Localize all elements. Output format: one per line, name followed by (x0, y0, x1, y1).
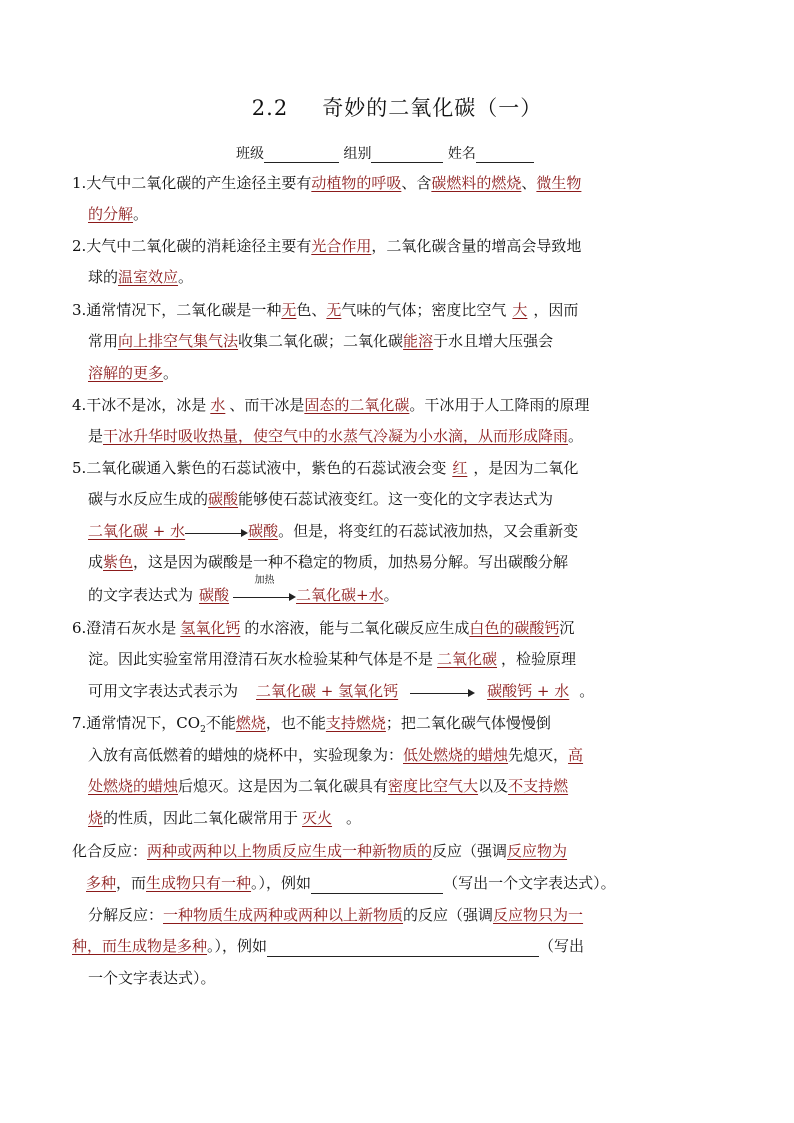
reaction-arrow-icon (185, 521, 248, 543)
q3-answer-3: 大 (512, 301, 528, 319)
q6-line-3 (88, 680, 594, 703)
q1-line-2 (88, 203, 148, 225)
name-label: 姓名 (447, 146, 476, 162)
title-text: 奇妙的二氧化碳（一） (322, 96, 543, 120)
q7-text: 以及 (478, 777, 509, 795)
class-blank[interactable] (264, 148, 339, 163)
q7-subscript: 2 (200, 725, 206, 735)
q5-line-5 (88, 575, 399, 607)
q7-answer-7: 灭火 (302, 809, 333, 827)
q2-text: 。 (178, 268, 194, 286)
q7-text: 7.通常情况下，CO (72, 714, 201, 732)
q5-text: 碳与水反应生成的 (88, 490, 209, 508)
q4-line-1 (72, 394, 589, 416)
q5-text: 能够使石蕊试液变红。这一变化的文字表达式为 (238, 490, 554, 508)
q3-answer-6: 溶解的更多 (88, 364, 164, 382)
combination-emphasis-2: 生成物只有一种 (146, 874, 252, 892)
q6-text: ，检验原理 (501, 650, 577, 668)
q3-text: 常用 (88, 332, 119, 350)
q3-text: 色、 (296, 301, 327, 319)
q6-text: 淀。因此实验室常用澄清石灰水检验某种气体是不是 (88, 650, 434, 668)
decomposition-text: 。），例如 (207, 937, 268, 955)
reaction-arrow-icon (410, 681, 475, 703)
q6-answer-1: 氢氧化钙 (180, 619, 241, 637)
q5-text: 。 (383, 586, 399, 604)
q7-text: 先熄灭， (508, 746, 569, 764)
q7-answer-6b: 烧 (88, 809, 104, 827)
q4-answer-1: 水 (210, 396, 226, 414)
q5-answer-2: 碳酸 (208, 490, 239, 508)
q4-answer-2: 固态的二氧化碳 (304, 396, 410, 414)
combination-text: ，而 (116, 874, 147, 892)
q7-text: 后熄灭。这是因为二氧化碳具有 (178, 777, 389, 795)
q5-text: ，这是因为碳酸是一种不稳定的物质，加热易分解。写出碳酸分解 (133, 553, 569, 571)
q2-answer-1: 光合作用 (311, 237, 372, 255)
q6-text: 可用文字表达式表示为 (88, 682, 239, 700)
group-label: 组别 (343, 146, 372, 162)
q7-text: ，也不能 (265, 714, 326, 732)
q5-text: 5.二氧化碳通入紫色的石蕊试液中，紫色的石蕊试液会变 (72, 459, 447, 477)
q1-answer-1: 动植物的呼吸 (311, 174, 402, 192)
q4-text: 。 (568, 427, 584, 445)
q7-answer-4: 高 (568, 746, 584, 764)
q6-answer-2: 白色的碳酸钙 (469, 619, 560, 637)
q2-text: ，二氧化碳含量的增高会导致地 (371, 237, 582, 255)
q3-line-1 (72, 299, 578, 321)
q4-text: 是 (88, 427, 104, 445)
q5-line-4 (88, 551, 568, 573)
q2-line-2 (88, 266, 193, 288)
q2-text: 球的 (88, 268, 119, 286)
q1-line-1 (72, 172, 581, 194)
combination-text: （写出一个文字表达式）。 (443, 874, 616, 892)
q5-decomp-products: 二氧化碳+水 (296, 586, 384, 604)
student-info (236, 143, 534, 163)
q1-answer-3b: 的分解 (88, 205, 134, 223)
q7-line-1 (72, 712, 551, 741)
name-blank[interactable] (476, 148, 534, 163)
q4-text: 4.干冰不是冰，冰是 (72, 396, 207, 414)
q7-line-3 (88, 775, 568, 797)
q7-answer-5: 密度比空气大 (388, 777, 479, 795)
decomposition-text: 的反应（强调 (403, 906, 494, 924)
q6-equation-products: 碳酸钙 + 水 (487, 682, 570, 700)
q4-answer-3: 干冰升华时吸收热量，使空气中的水蒸气冷凝为小水滴，从而形成降雨 (103, 427, 569, 445)
q5-answer-3: 紫色 (103, 553, 134, 571)
decomposition-line-1 (88, 904, 583, 926)
q5-text: 。但是，将变红的石蕊试液加热，又会重新变 (278, 522, 579, 540)
q2-answer-2: 温室效应 (118, 268, 179, 286)
q7-line-4 (88, 807, 361, 829)
decomposition-line-3 (88, 967, 216, 989)
decomposition-emphasis: 反应物只为一 (493, 906, 584, 924)
combination-text: 反应（强调 (432, 842, 508, 860)
q5-answer-1: 红 (452, 459, 468, 477)
q5-decomp-reactant: 碳酸 (199, 586, 230, 604)
q3-answer-1: 无 (281, 301, 297, 319)
combination-line-2 (72, 872, 616, 894)
q6-line-1 (72, 617, 574, 639)
q3-text: ，因而 (533, 301, 579, 319)
q3-answer-5: 能溶 (403, 332, 434, 350)
q1-text: 。 (133, 205, 149, 223)
combination-label: 化合反应： (72, 842, 148, 860)
q5-line-3 (88, 520, 578, 543)
q3-text: 收集二氧化碳；二氧化碳 (238, 332, 404, 350)
q1-text: 1.大气中二氧化碳的产生途径主要有 (72, 174, 312, 192)
decomposition-definition: 一种物质生成两种或两种以上新物质 (163, 906, 404, 924)
combination-line-1 (72, 840, 567, 862)
q1-text: 、含 (401, 174, 432, 192)
q7-answer-2: 支持燃烧 (325, 714, 386, 732)
class-label: 班级 (236, 146, 264, 162)
q4-line-2 (88, 425, 583, 447)
q7-text: 的性质，因此二氧化碳常用于 (103, 809, 299, 827)
q7-text: 不能 (205, 714, 236, 732)
q1-answer-3: 微生物 (536, 174, 582, 192)
section-number: 2.2 (251, 96, 289, 120)
q6-equation-reactants: 二氧化碳 + 氢氧化钙 (256, 682, 399, 700)
q1-text: 、 (521, 174, 537, 192)
q3-text: 3.通常情况下，二氧化碳是一种 (72, 301, 282, 319)
page-title (0, 92, 794, 122)
heat-condition: 加热 (254, 575, 275, 586)
heat-arrow-icon (233, 575, 296, 607)
decomposition-emphasis-b: 种，而生成物是多种 (72, 937, 208, 955)
decomposition-label: 分解反应： (88, 906, 164, 924)
q3-text: 气味的气体；密度比空气 (341, 301, 507, 319)
q7-answer-1: 燃烧 (235, 714, 266, 732)
decomposition-line-2 (72, 935, 584, 957)
q3-line-2 (88, 330, 553, 352)
q3-text: 。 (163, 364, 179, 382)
q4-text: 、而干冰是 (229, 396, 305, 414)
decomposition-example-blank[interactable] (267, 942, 539, 957)
group-blank[interactable] (371, 148, 443, 163)
q7-text: 。 (346, 809, 362, 827)
q3-text: 于水且增大压强会 (433, 332, 554, 350)
q5-text: 成 (88, 553, 104, 571)
q7-answer-4b: 处燃烧的蜡烛 (88, 777, 179, 795)
q3-answer-4: 向上排空气集气法 (118, 332, 239, 350)
q5-line-1 (72, 457, 578, 479)
q3-answer-2: 无 (326, 301, 342, 319)
q5-text: 的文字表达式为 (88, 586, 194, 604)
q6-text: 。 (579, 682, 595, 700)
q2-line-1 (72, 235, 581, 257)
combination-text: 。），例如 (251, 874, 312, 892)
q6-text: 的水溶液，能与二氧化碳反应生成 (244, 619, 470, 637)
q7-answer-6: 不支持燃 (508, 777, 569, 795)
q5-line-2 (88, 488, 553, 510)
q4-text: 。干冰用于人工降雨的原理 (409, 396, 590, 414)
q5-equation-reactants: 二氧化碳 + 水 (88, 522, 186, 540)
q7-text: 入放有高低燃着的蜡烛的烧杯中，实验现象为： (88, 746, 404, 764)
q3-line-3 (88, 362, 178, 384)
q7-answer-3: 低处燃烧的蜡烛 (403, 746, 509, 764)
decomposition-text: （写出 (539, 937, 585, 955)
q5-equation-product: 碳酸 (248, 522, 279, 540)
combination-emphasis-1b: 多种 (86, 874, 117, 892)
q7-text: ；把二氧化碳气体慢慢倒 (385, 714, 551, 732)
q2-text: 2.大气中二氧化碳的消耗途径主要有 (72, 237, 312, 255)
q6-text: 6.澄清石灰水是 (72, 619, 177, 637)
q5-text: ，是因为二氧化 (473, 459, 579, 477)
q6-answer-3: 二氧化碳 (437, 650, 498, 668)
decomposition-text: 一个文字表达式）。 (88, 969, 216, 987)
combination-definition: 两种或两种以上物质反应生成一种新物质的 (147, 842, 433, 860)
q6-line-2 (88, 648, 576, 670)
q6-text: 沉 (559, 619, 575, 637)
q7-line-2 (88, 744, 583, 766)
q1-answer-2: 碳燃料的燃烧 (431, 174, 522, 192)
combination-example-blank[interactable] (311, 879, 443, 894)
combination-emphasis-1: 反应物为 (507, 842, 568, 860)
